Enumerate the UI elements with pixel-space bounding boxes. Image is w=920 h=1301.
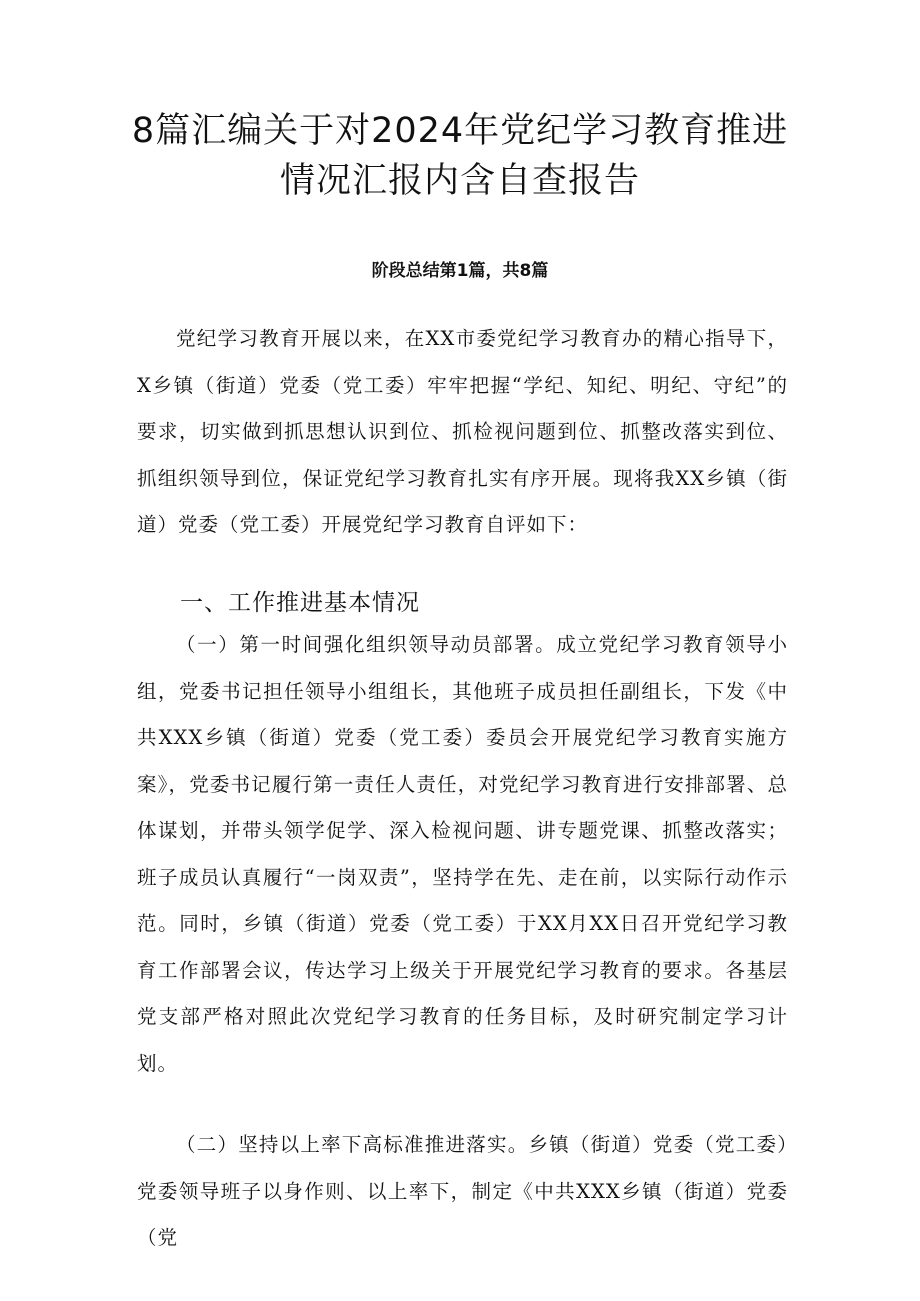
document-title — [60, 106, 860, 206]
paragraph-intro: 党纪学习教育开展以来，在XX市委党纪学习教育办的精心指导下，X乡镇（街道）党委（党工委）牢牢把握“学纪、知纪、明纪、守纪”的要求，切实做到抓思想认识到位、抓检视问题到位、抓整改落实到位、抓组织领导到位，保证党纪学习教育扎实有序开展。现将我XX乡镇（街道）党委（党工委）开展党纪学习教育自评如下： — [137, 327, 788, 536]
document-subtitle: 阶段总结第1篇，共8篇 — [371, 261, 549, 281]
title-line-1: 8篇汇编关于对2024年党纪学习教育推进 — [131, 111, 789, 151]
paragraph-section-1: （一）第一时间强化组织领导动员部署。成立党纪学习教育领导小组，党委书记担任领导小组组长，其他班子成员担任副组长，下发《中共XXX乡镇（街道）党委（党工委）委员会开展党纪学习教育实施方案》，党委书记履行第一责任人责任，对党纪学习教育进行安排部署、总体谋划，并带头领学促学、深入检视问题、讲专题党课、抓整改落实；班子成员认真履行“一岗双责”，坚持学在先、走在前，以实际行动作示范。同时，乡镇（街道）党委（党工委）于XX月XX日召开党纪学习教育工作部署会议，传达学习上级关于开展党纪学习教育的要求。各基层党支部严格对照此次党纪学习教育的任务目标，及时研究制定学习计划。 — [137, 633, 788, 1075]
paragraph-section-2: （二）坚持以上率下高标准推进落实。乡镇（街道）党委（党工委）党委领导班子以身作则、以上率下，制定《中共XXX乡镇（街道）党委（党 — [137, 1133, 788, 1249]
section-heading: 一、工作推进基本情况 — [180, 590, 420, 616]
title-line-2: 情况汇报内含自查报告 — [279, 161, 640, 201]
